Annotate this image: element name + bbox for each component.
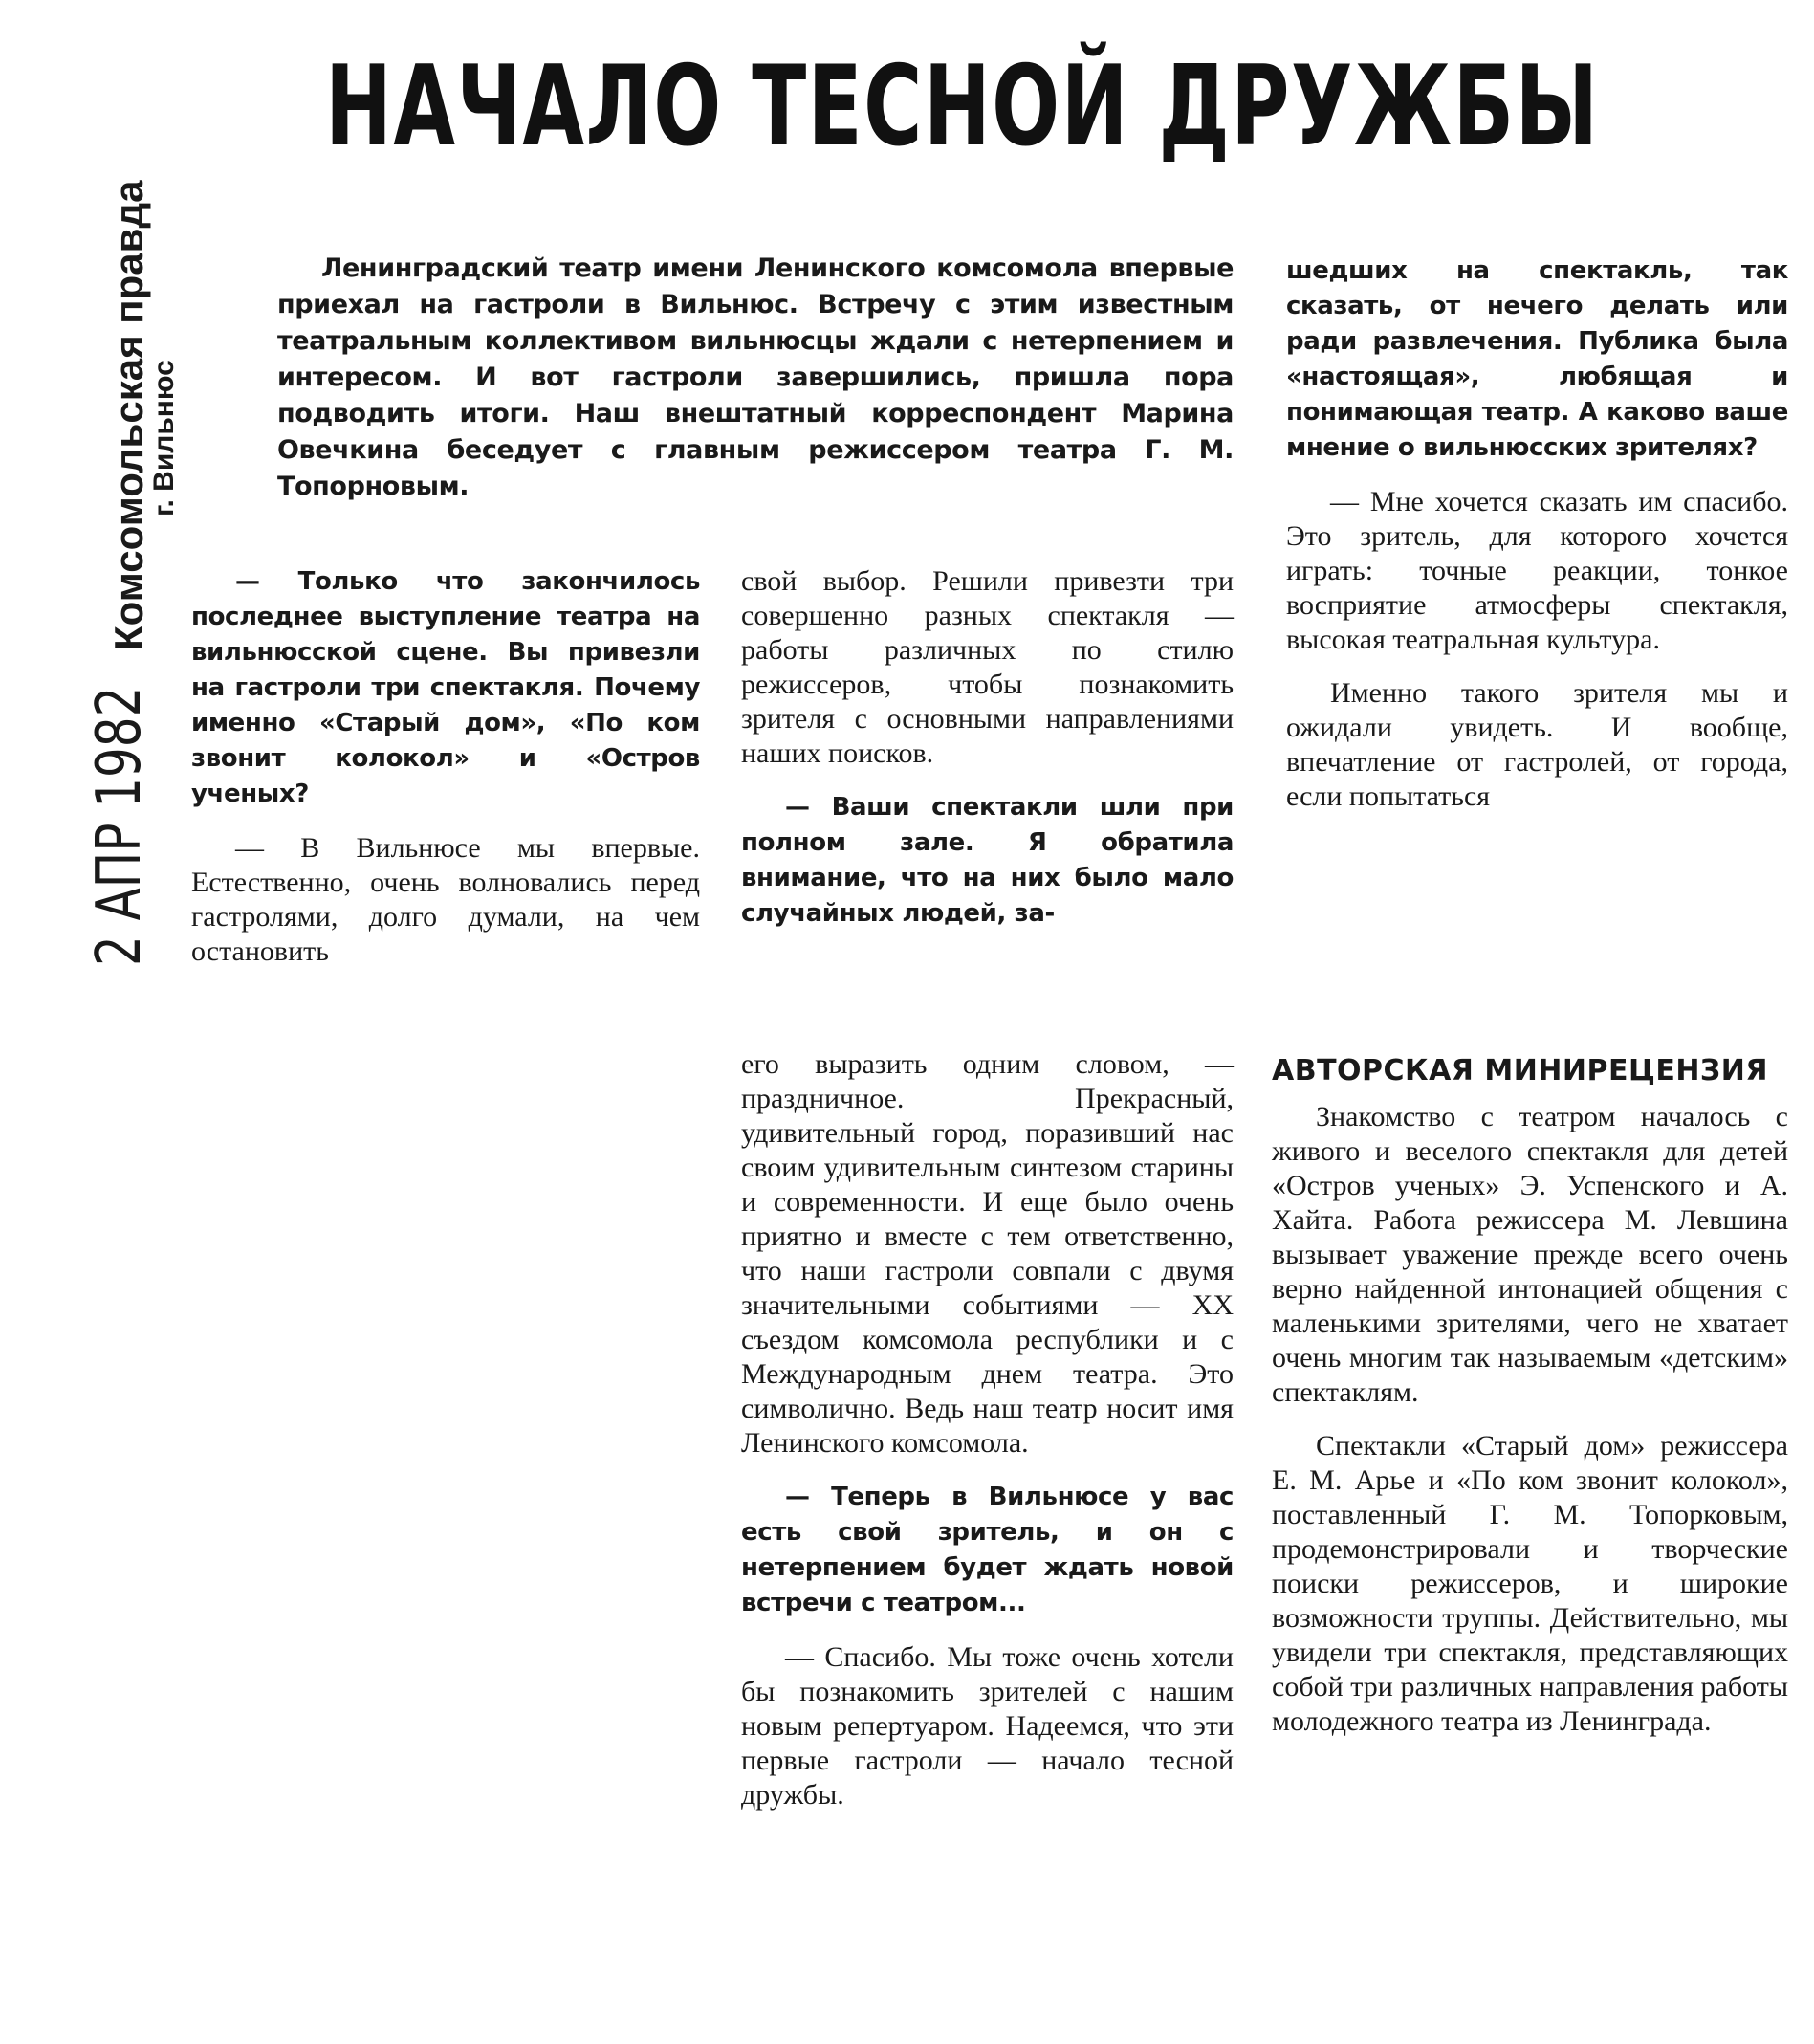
answer-3: — Спасибо. Мы тоже очень хотели бы познакомить зрителей с нашим новым репертуаром. Надеемся, что эти первые гастроли — начало тесной дружбы. <box>741 1641 1234 1811</box>
headline: НАЧАЛО ТЕСНОЙ ДРУЖБЫ <box>325 42 1600 171</box>
answer-2-part-2: Именно такого зрителя мы и ожидали увидеть. И вообще, впечатление от гастролей, от города, если попытаться <box>1286 677 1788 812</box>
answer-2-part-3: его выразить одним словом, — праздничное. Прекрасный, удивительный город, поразивший нас своим удивительным синтезом старины и современности. И еще было очень приятно и вместе с тем ответственно, что наши гастроли совпали с двумя значительными событиями — XX съездом комсомола республики и с Международным днем театра. Это символично. Ведь наш театр носит имя Ленинского комсомола. <box>741 1048 1234 1459</box>
review-paragraph-1: Знакомство с театром началось с живого и веселого спектакля для детей «Остров ученых» Э. Успенского и А. Хайта. Работа режиссера М. Левшина вызывает уважение прежде всего очень верно найденной интонацией общения с маленькими зрителями, чего не хватает очень многим так называемым «детским» спектаклям. <box>1272 1101 1788 1408</box>
column-2-bottom <box>741 1047 1234 1813</box>
question-1: — Только что закончилось последнее выступление театра на вильнюсской сцене. Вы привезли на гастроли три спектакля. Почему именно «Старый дом», «По ком звонит колокол» и «Остров ученых? <box>191 567 700 808</box>
question-2-part-1: — Ваши спектакли шли при полном зале. Я обратила внимание, что на них было мало случайных людей, за- <box>741 793 1234 928</box>
answer-1-start: — В Вильнюсе мы впервые. Естественно, очень волновались перед гастролями, долго думали, на чем остановить <box>191 832 700 967</box>
clipping-stamp <box>48 48 180 966</box>
column-1 <box>191 564 700 969</box>
column-2-top <box>741 564 1234 932</box>
answer-2-part-1: — Мне хочется сказать им спасибо. Это зритель, для которого хочется играть: точные реакции, тонкое восприятие атмосферы спектакля, высокая театральная культура. <box>1286 486 1788 655</box>
question-3: — Теперь в Вильнюсе у вас есть свой зритель, и он с нетерпением будет ждать новой встречи с театром... <box>741 1483 1234 1617</box>
column-3-top <box>1286 253 1788 814</box>
city-name: г. Вильнюс <box>148 360 180 516</box>
review-column <box>1272 1052 1788 1739</box>
question-2-part-2: шедших на спектакль, так сказать, от нечего делать или ради развлечения. Публика была «настоящая», любящая и понимающая театр. А каково ваше мнение о вильнюсских зрителях? <box>1286 256 1788 462</box>
review-heading: АВТОРСКАЯ МИНИРЕЦЕНЗИЯ <box>1272 1054 1768 1088</box>
intro-paragraph: Ленинградский театр имени Ленинского комсомола впервые приехал на гастроли в Вильнюс. Встречу с этим известным театральным коллективом вильнюсцы ждали с нетерпением и интересом. И вот гастроли завершились, пришла пора подводить итоги. Наш внештатный корреспондент Марина Овечкина беседует с главным режиссером театра Г. М. Топорновым. <box>277 253 1234 501</box>
newspaper-name: Комсомольская правда <box>106 180 151 650</box>
answer-1-end: свой выбор. Решили привезти три совершенно разных спектакля — работы различных по стилю режиссеров, чтобы познакомить зрителя с основными направлениями наших поисков. <box>741 565 1234 769</box>
review-paragraph-2: Спектакли «Старый дом» режиссера Е. М. Арье и «По ком звонит колокол», поставленный Г. М. Топорковым, продемонстрировали и творческие поиски режиссеров, и широкие возможности труппы. Действительно, мы увидели три спектакля, представляющих собой три различных направления работы молодежного театра из Ленинграда. <box>1272 1430 1788 1737</box>
date-stamp: 2 АПР 1982 <box>84 686 155 966</box>
